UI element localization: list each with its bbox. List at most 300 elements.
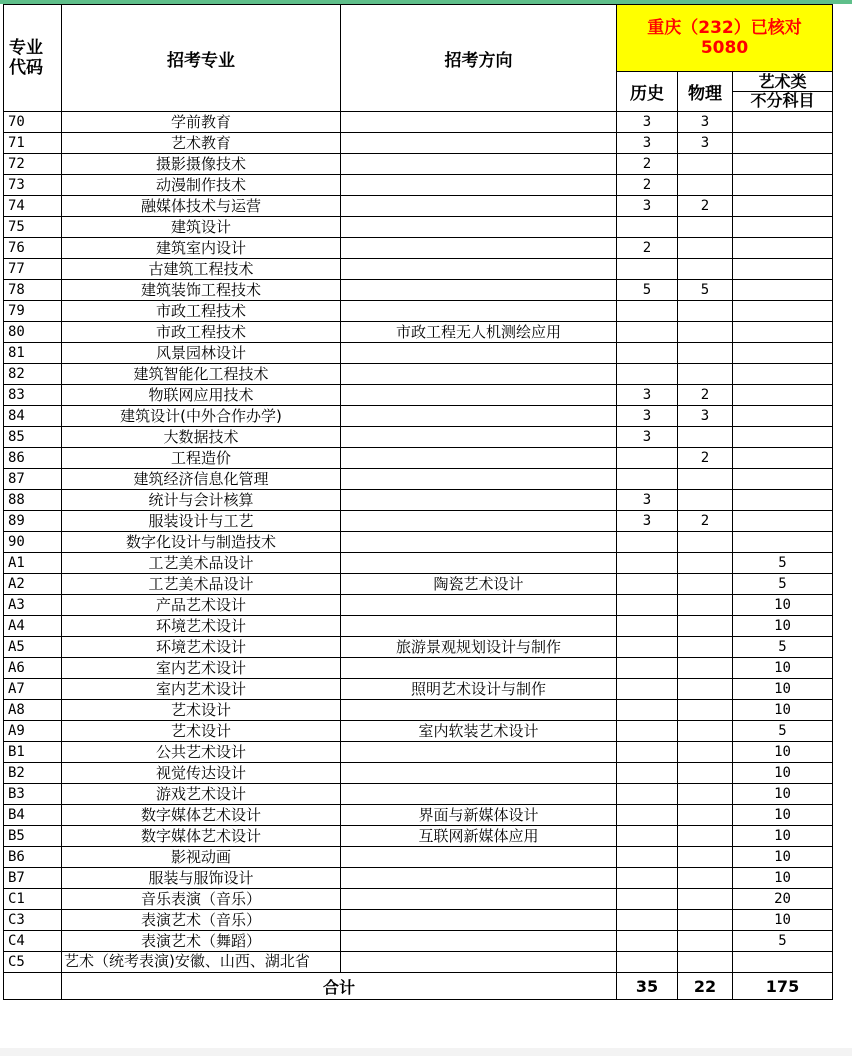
direction-cell[interactable] (341, 385, 617, 406)
history-count-cell[interactable] (617, 805, 678, 826)
history-count-cell[interactable]: 3 (617, 133, 678, 154)
table-row[interactable] (4, 616, 833, 637)
art-count-cell[interactable]: 5 (733, 637, 833, 658)
direction-cell[interactable]: 市政工程无人机测绘应用 (341, 322, 617, 343)
table-row[interactable] (4, 112, 833, 133)
major-code-cell[interactable]: C3 (4, 910, 62, 931)
table-row[interactable] (4, 154, 833, 175)
history-count-cell[interactable]: 2 (617, 238, 678, 259)
art-count-cell[interactable]: 10 (733, 805, 833, 826)
history-count-cell[interactable] (617, 910, 678, 931)
table-row[interactable] (4, 826, 833, 847)
major-code-cell[interactable]: 84 (4, 406, 62, 427)
history-count-cell[interactable] (617, 343, 678, 364)
direction-cell[interactable] (341, 889, 617, 910)
major-code-cell[interactable]: 77 (4, 259, 62, 280)
table-row[interactable] (4, 532, 833, 553)
major-name-cell[interactable]: 风景园林设计 (62, 343, 341, 364)
direction-cell[interactable] (341, 364, 617, 385)
major-code-cell[interactable]: A9 (4, 721, 62, 742)
header-major: 招考专业 (62, 5, 341, 112)
major-name-cell[interactable]: 室内艺术设计 (62, 679, 341, 700)
table-row[interactable] (4, 658, 833, 679)
art-count-cell[interactable] (733, 343, 833, 364)
direction-cell[interactable] (341, 553, 617, 574)
history-count-cell[interactable] (617, 595, 678, 616)
major-name-cell[interactable]: 公共艺术设计 (62, 742, 341, 763)
table-row[interactable] (4, 364, 833, 385)
physics-count-cell[interactable]: 2 (678, 448, 733, 469)
physics-count-cell[interactable] (678, 763, 733, 784)
physics-count-cell[interactable] (678, 616, 733, 637)
physics-count-cell[interactable]: 3 (678, 406, 733, 427)
direction-cell[interactable] (341, 952, 617, 973)
direction-cell[interactable]: 互联网新媒体应用 (341, 826, 617, 847)
major-name-cell[interactable]: 学前教育 (62, 112, 341, 133)
table-row[interactable] (4, 322, 833, 343)
physics-count-cell[interactable] (678, 889, 733, 910)
physics-count-cell[interactable] (678, 847, 733, 868)
history-count-cell[interactable] (617, 847, 678, 868)
table-row[interactable] (4, 469, 833, 490)
major-name-cell[interactable]: 产品艺术设计 (62, 595, 341, 616)
history-count-cell[interactable] (617, 763, 678, 784)
physics-count-cell[interactable]: 2 (678, 385, 733, 406)
art-count-cell[interactable]: 10 (733, 658, 833, 679)
art-count-cell[interactable]: 10 (733, 826, 833, 847)
physics-count-cell[interactable] (678, 259, 733, 280)
history-count-cell[interactable] (617, 553, 678, 574)
history-count-cell[interactable] (617, 679, 678, 700)
direction-cell[interactable] (341, 280, 617, 301)
art-count-cell[interactable] (733, 427, 833, 448)
table-row[interactable] (4, 931, 833, 952)
history-count-cell[interactable] (617, 259, 678, 280)
physics-count-cell[interactable]: 3 (678, 112, 733, 133)
major-code-cell[interactable]: 70 (4, 112, 62, 133)
table-row[interactable] (4, 952, 833, 973)
history-count-cell[interactable] (617, 532, 678, 553)
direction-cell[interactable] (341, 532, 617, 553)
physics-count-cell[interactable] (678, 322, 733, 343)
direction-cell[interactable] (341, 742, 617, 763)
history-count-cell[interactable] (617, 301, 678, 322)
major-code-cell[interactable]: A6 (4, 658, 62, 679)
art-count-cell[interactable]: 10 (733, 700, 833, 721)
major-code-cell[interactable]: 75 (4, 217, 62, 238)
major-name-cell[interactable]: 环境艺术设计 (62, 616, 341, 637)
physics-count-cell[interactable] (678, 217, 733, 238)
table-row[interactable] (4, 406, 833, 427)
table-row[interactable] (4, 805, 833, 826)
major-code-cell[interactable]: 85 (4, 427, 62, 448)
art-count-cell[interactable]: 10 (733, 784, 833, 805)
direction-cell[interactable]: 照明艺术设计与制作 (341, 679, 617, 700)
history-count-cell[interactable] (617, 616, 678, 637)
table-row[interactable] (4, 763, 833, 784)
art-count-cell[interactable] (733, 217, 833, 238)
major-code-cell[interactable]: 81 (4, 343, 62, 364)
physics-count-cell[interactable] (678, 826, 733, 847)
art-count-cell[interactable] (733, 385, 833, 406)
history-count-cell[interactable] (617, 931, 678, 952)
major-code-cell[interactable]: 79 (4, 301, 62, 322)
history-count-cell[interactable]: 3 (617, 406, 678, 427)
table-row[interactable] (4, 721, 833, 742)
direction-cell[interactable] (341, 112, 617, 133)
major-name-cell[interactable]: 表演艺术（舞蹈） (62, 931, 341, 952)
history-count-cell[interactable] (617, 448, 678, 469)
history-count-cell[interactable] (617, 364, 678, 385)
physics-count-cell[interactable] (678, 952, 733, 973)
major-name-cell[interactable]: 建筑经济信息化管理 (62, 469, 341, 490)
major-name-cell[interactable]: 古建筑工程技术 (62, 259, 341, 280)
major-name-cell[interactable]: 工程造价 (62, 448, 341, 469)
major-code-cell[interactable]: B6 (4, 847, 62, 868)
major-code-cell[interactable]: 83 (4, 385, 62, 406)
art-count-cell[interactable] (733, 448, 833, 469)
history-count-cell[interactable]: 3 (617, 112, 678, 133)
major-name-cell[interactable]: 数字媒体艺术设计 (62, 826, 341, 847)
major-name-cell[interactable]: 物联网应用技术 (62, 385, 341, 406)
table-row[interactable] (4, 868, 833, 889)
history-count-cell[interactable]: 3 (617, 490, 678, 511)
physics-count-cell[interactable] (678, 553, 733, 574)
major-code-cell[interactable]: B3 (4, 784, 62, 805)
table-row[interactable] (4, 427, 833, 448)
physics-count-cell[interactable] (678, 238, 733, 259)
history-count-cell[interactable] (617, 322, 678, 343)
direction-cell[interactable] (341, 448, 617, 469)
total-art: 175 (733, 973, 833, 1000)
major-name-cell[interactable]: 大数据技术 (62, 427, 341, 448)
history-count-cell[interactable]: 5 (617, 280, 678, 301)
table-row[interactable] (4, 511, 833, 532)
direction-cell[interactable] (341, 511, 617, 532)
physics-count-cell[interactable] (678, 679, 733, 700)
table-row[interactable] (4, 679, 833, 700)
major-code-cell[interactable]: B5 (4, 826, 62, 847)
table-row[interactable] (4, 385, 833, 406)
table-row[interactable] (4, 742, 833, 763)
major-code-cell[interactable]: 90 (4, 532, 62, 553)
major-code-cell[interactable]: C5 (4, 952, 62, 973)
major-name-cell[interactable]: 建筑室内设计 (62, 238, 341, 259)
table-row[interactable] (4, 595, 833, 616)
history-count-cell[interactable] (617, 469, 678, 490)
art-count-cell[interactable] (733, 196, 833, 217)
history-count-cell[interactable] (617, 784, 678, 805)
physics-count-cell[interactable] (678, 427, 733, 448)
table-row[interactable] (4, 889, 833, 910)
history-count-cell[interactable] (617, 217, 678, 238)
table-row[interactable] (4, 700, 833, 721)
physics-count-cell[interactable]: 3 (678, 133, 733, 154)
history-count-cell[interactable] (617, 826, 678, 847)
physics-count-cell[interactable] (678, 490, 733, 511)
major-name-cell[interactable]: 建筑设计(中外合作办学) (62, 406, 341, 427)
major-code-cell[interactable]: B1 (4, 742, 62, 763)
physics-count-cell[interactable] (678, 868, 733, 889)
art-count-cell[interactable] (733, 175, 833, 196)
art-count-cell[interactable]: 5 (733, 553, 833, 574)
history-count-cell[interactable]: 3 (617, 427, 678, 448)
history-count-cell[interactable] (617, 721, 678, 742)
direction-cell[interactable] (341, 616, 617, 637)
major-name-cell[interactable]: 摄影摄像技术 (62, 154, 341, 175)
art-count-cell[interactable] (733, 532, 833, 553)
table-row[interactable] (4, 637, 833, 658)
art-count-cell[interactable]: 10 (733, 616, 833, 637)
table-row[interactable] (4, 847, 833, 868)
major-name-cell[interactable]: 艺术设计 (62, 700, 341, 721)
major-name-cell[interactable]: 市政工程技术 (62, 301, 341, 322)
art-count-cell[interactable]: 10 (733, 679, 833, 700)
direction-cell[interactable] (341, 217, 617, 238)
art-count-cell[interactable] (733, 259, 833, 280)
direction-cell[interactable] (341, 700, 617, 721)
table-row[interactable] (4, 175, 833, 196)
major-code-cell[interactable]: A8 (4, 700, 62, 721)
direction-cell[interactable] (341, 343, 617, 364)
header-direction: 招考方向 (341, 5, 617, 112)
direction-cell[interactable] (341, 175, 617, 196)
physics-count-cell[interactable] (678, 658, 733, 679)
art-count-cell[interactable]: 10 (733, 910, 833, 931)
direction-cell[interactable] (341, 763, 617, 784)
table-row[interactable] (4, 280, 833, 301)
art-count-cell[interactable]: 10 (733, 595, 833, 616)
direction-cell[interactable] (341, 259, 617, 280)
history-count-cell[interactable] (617, 742, 678, 763)
direction-cell[interactable]: 陶瓷艺术设计 (341, 574, 617, 595)
major-code-cell[interactable]: 71 (4, 133, 62, 154)
physics-count-cell[interactable] (678, 931, 733, 952)
table-row[interactable] (4, 448, 833, 469)
major-name-cell[interactable]: 服装设计与工艺 (62, 511, 341, 532)
art-count-cell[interactable] (733, 364, 833, 385)
art-count-cell[interactable] (733, 301, 833, 322)
major-code-cell[interactable]: A5 (4, 637, 62, 658)
major-name-cell[interactable]: 影视动画 (62, 847, 341, 868)
art-count-cell[interactable] (733, 280, 833, 301)
major-name-cell[interactable]: 数字化设计与制造技术 (62, 532, 341, 553)
major-code-cell[interactable]: 78 (4, 280, 62, 301)
art-count-cell[interactable]: 20 (733, 889, 833, 910)
art-count-cell[interactable] (733, 112, 833, 133)
art-count-cell[interactable]: 5 (733, 721, 833, 742)
table-row[interactable] (4, 133, 833, 154)
major-name-cell[interactable]: 环境艺术设计 (62, 637, 341, 658)
direction-cell[interactable]: 室内软装艺术设计 (341, 721, 617, 742)
art-count-cell[interactable]: 10 (733, 763, 833, 784)
physics-count-cell[interactable] (678, 721, 733, 742)
major-name-cell[interactable]: 艺术教育 (62, 133, 341, 154)
physics-count-cell[interactable] (678, 301, 733, 322)
history-count-cell[interactable]: 3 (617, 511, 678, 532)
art-count-cell[interactable] (733, 469, 833, 490)
physics-count-cell[interactable] (678, 595, 733, 616)
major-name-cell[interactable]: 市政工程技术 (62, 322, 341, 343)
art-count-cell[interactable] (733, 238, 833, 259)
history-count-cell[interactable] (617, 700, 678, 721)
total-physics: 22 (678, 973, 733, 1000)
major-name-cell[interactable]: 工艺美术品设计 (62, 553, 341, 574)
physics-count-cell[interactable] (678, 343, 733, 364)
physics-count-cell[interactable] (678, 805, 733, 826)
major-code-cell[interactable]: A3 (4, 595, 62, 616)
header-physics: 物理 (678, 72, 733, 112)
major-name-cell[interactable]: 艺术设计 (62, 721, 341, 742)
history-count-cell[interactable]: 2 (617, 175, 678, 196)
art-count-cell[interactable]: 5 (733, 574, 833, 595)
header-art-line2: 不分科目 (750, 91, 815, 110)
table-row[interactable] (4, 301, 833, 322)
art-count-cell[interactable] (733, 490, 833, 511)
direction-cell[interactable] (341, 469, 617, 490)
total-history: 35 (617, 973, 678, 1000)
major-code-cell[interactable]: A7 (4, 679, 62, 700)
physics-count-cell[interactable] (678, 175, 733, 196)
total-row (4, 973, 833, 1000)
physics-count-cell[interactable] (678, 742, 733, 763)
major-name-cell[interactable]: 建筑设计 (62, 217, 341, 238)
art-count-cell[interactable] (733, 133, 833, 154)
major-code-cell[interactable]: B2 (4, 763, 62, 784)
physics-count-cell[interactable] (678, 574, 733, 595)
major-code-cell[interactable]: 73 (4, 175, 62, 196)
direction-cell[interactable] (341, 133, 617, 154)
direction-cell[interactable] (341, 406, 617, 427)
direction-cell[interactable] (341, 427, 617, 448)
art-count-cell[interactable]: 10 (733, 742, 833, 763)
history-count-cell[interactable] (617, 868, 678, 889)
total-code-cell (4, 973, 62, 1000)
direction-cell[interactable] (341, 931, 617, 952)
physics-count-cell[interactable] (678, 154, 733, 175)
major-name-cell[interactable]: 服装与服饰设计 (62, 868, 341, 889)
major-code-cell[interactable]: 88 (4, 490, 62, 511)
art-count-cell[interactable] (733, 406, 833, 427)
major-code-cell[interactable]: A1 (4, 553, 62, 574)
direction-cell[interactable] (341, 784, 617, 805)
physics-count-cell[interactable] (678, 700, 733, 721)
direction-cell[interactable] (341, 154, 617, 175)
major-name-cell[interactable]: 数字媒体艺术设计 (62, 805, 341, 826)
direction-cell[interactable] (341, 490, 617, 511)
major-name-cell[interactable]: 建筑装饰工程技术 (62, 280, 341, 301)
major-code-cell[interactable]: 76 (4, 238, 62, 259)
table-row[interactable] (4, 553, 833, 574)
direction-cell[interactable]: 界面与新媒体设计 (341, 805, 617, 826)
physics-count-cell[interactable] (678, 532, 733, 553)
physics-count-cell[interactable]: 2 (678, 511, 733, 532)
history-count-cell[interactable]: 2 (617, 154, 678, 175)
direction-cell[interactable] (341, 595, 617, 616)
physics-count-cell[interactable] (678, 364, 733, 385)
direction-cell[interactable] (341, 301, 617, 322)
physics-count-cell[interactable] (678, 910, 733, 931)
major-code-cell[interactable]: 74 (4, 196, 62, 217)
table-row[interactable] (4, 574, 833, 595)
history-count-cell[interactable]: 3 (617, 196, 678, 217)
major-code-cell[interactable]: C1 (4, 889, 62, 910)
major-name-cell[interactable] (62, 952, 341, 973)
table-row[interactable] (4, 196, 833, 217)
physics-count-cell[interactable] (678, 784, 733, 805)
history-count-cell[interactable] (617, 889, 678, 910)
table-row[interactable] (4, 259, 833, 280)
major-name-cell[interactable]: 统计与会计核算 (62, 490, 341, 511)
major-name-cell[interactable]: 融媒体技术与运营 (62, 196, 341, 217)
major-name-cell[interactable]: 室内艺术设计 (62, 658, 341, 679)
art-count-cell[interactable] (733, 952, 833, 973)
physics-count-cell[interactable] (678, 469, 733, 490)
history-count-cell[interactable] (617, 637, 678, 658)
direction-cell[interactable] (341, 658, 617, 679)
art-count-cell[interactable]: 10 (733, 847, 833, 868)
direction-cell[interactable] (341, 238, 617, 259)
major-name-cell[interactable]: 游戏艺术设计 (62, 784, 341, 805)
art-count-cell[interactable] (733, 154, 833, 175)
major-name-cell[interactable]: 动漫制作技术 (62, 175, 341, 196)
major-code-cell[interactable]: A4 (4, 616, 62, 637)
history-count-cell[interactable] (617, 574, 678, 595)
major-name-cell[interactable]: 音乐表演（音乐） (62, 889, 341, 910)
direction-cell[interactable] (341, 868, 617, 889)
major-code-cell[interactable]: 89 (4, 511, 62, 532)
major-code-cell[interactable]: 82 (4, 364, 62, 385)
direction-cell[interactable] (341, 196, 617, 217)
art-count-cell[interactable] (733, 322, 833, 343)
history-count-cell[interactable]: 3 (617, 385, 678, 406)
direction-cell[interactable]: 旅游景观规划设计与制作 (341, 637, 617, 658)
major-name-cell[interactable]: 建筑智能化工程技术 (62, 364, 341, 385)
region-title-line1: 重庆（232）已核对 (647, 18, 802, 38)
table-row[interactable] (4, 343, 833, 364)
physics-count-cell[interactable] (678, 637, 733, 658)
table-row[interactable] (4, 910, 833, 931)
header-art-line1: 艺术类 (733, 73, 832, 92)
major-code-cell[interactable]: 87 (4, 469, 62, 490)
major-code-cell[interactable]: 80 (4, 322, 62, 343)
major-name-cell[interactable]: 工艺美术品设计 (62, 574, 341, 595)
header-art (733, 72, 833, 112)
major-code-cell[interactable]: B7 (4, 868, 62, 889)
art-count-cell[interactable]: 5 (733, 931, 833, 952)
table-row[interactable] (4, 217, 833, 238)
major-code-cell[interactable]: 86 (4, 448, 62, 469)
table-row[interactable] (4, 490, 833, 511)
history-count-cell[interactable] (617, 658, 678, 679)
art-count-cell[interactable]: 10 (733, 868, 833, 889)
major-code-cell[interactable]: A2 (4, 574, 62, 595)
art-count-cell[interactable] (733, 511, 833, 532)
major-code-cell[interactable]: 72 (4, 154, 62, 175)
major-name-cell[interactable]: 视觉传达设计 (62, 763, 341, 784)
direction-cell[interactable] (341, 847, 617, 868)
table-row[interactable] (4, 238, 833, 259)
history-count-cell[interactable] (617, 952, 678, 973)
major-code-cell[interactable]: B4 (4, 805, 62, 826)
header-code-line2: 代码 (9, 58, 43, 78)
physics-count-cell[interactable]: 2 (678, 196, 733, 217)
direction-cell[interactable] (341, 910, 617, 931)
table-row[interactable] (4, 784, 833, 805)
physics-count-cell[interactable]: 5 (678, 280, 733, 301)
major-code-cell[interactable]: C4 (4, 931, 62, 952)
major-name-cell[interactable]: 表演艺术（音乐） (62, 910, 341, 931)
